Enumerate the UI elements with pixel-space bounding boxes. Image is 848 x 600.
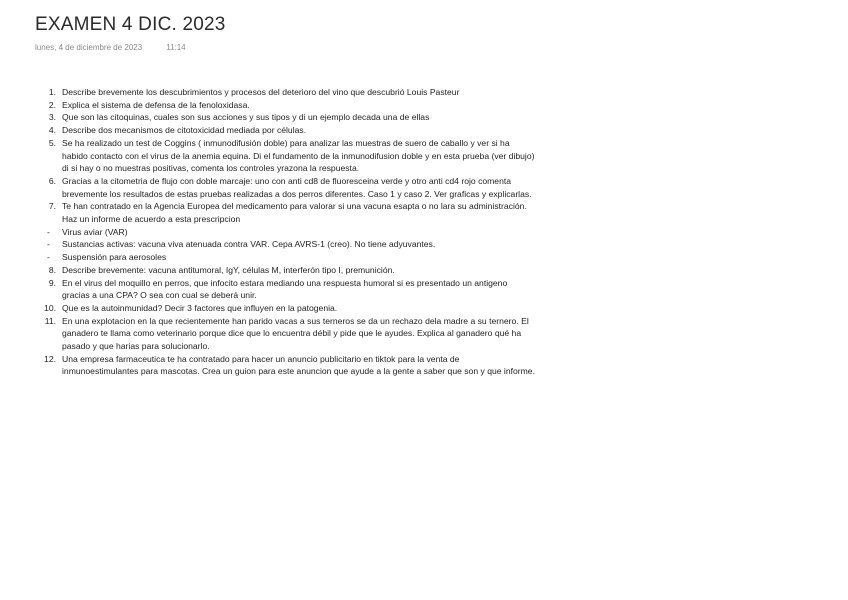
bullet-text: Suspensión para aerosoles [62,252,167,263]
bullet-marker: - [47,252,50,263]
question-item[interactable] [36,124,536,137]
question-text: Describe brevemente: vacuna antitumoral, IgY, células M, interferón tipo I, premunición. [62,264,395,275]
bullet-item[interactable] [36,226,536,239]
question-text: En una explotacion en la que recientemente han parido vacas a sus terneros se da un rechazo dela madre a su ternero. El ganadero te llama como veterinario porque dice que lo encuentra débil y pide que le ayudes. Explica al ganadero qué ha pasado y que harias para solucionarlo. [62,315,529,352]
question-item[interactable] [36,111,536,124]
question-item[interactable] [36,175,536,200]
question-number: 6. [48,175,56,186]
question-number: 4. [48,125,56,136]
question-text: En el virus del moquillo en perros, que infocito estara mediando una respuesta humoral si es presentado un antigeno gracias a una CPA? O sea con cual se deberá unir. [62,277,508,301]
question-number: 1. [48,87,56,97]
question-number: 7. [48,201,56,212]
question-text: Gracias a la citometria de flujo con doble marcaje: uno con anti cd8 de fluoresceina verde y otro anti cd4 rojo comenta brevemente los resultados de estas pruebas realizadas a dos perros diferentes. Caso 1 y caso 2. Ver graficas y explicarlas. [62,175,532,199]
question-text: Una empresa farmaceutica te ha contratado para hacer un anuncio publicitario en tiktok para la venta de inmunoestimulantes para mascotas. Crea un guion para este anuncion que ayude a la gente a saber que son y que informe. [62,353,535,377]
question-item[interactable] [36,302,536,315]
question-number: 3. [48,112,56,123]
page-date: lunes, 4 de diciembre de 2023 [35,43,143,52]
question-number: 8. [48,264,56,275]
bullet-marker: - [47,239,50,250]
question-item[interactable] [36,277,536,302]
bullet-text: Virus aviar (VAR) [62,226,128,237]
question-text: Que es la autoinmunidad? Decir 3 factores que influyen en la patogenia. [62,302,338,313]
question-number: 10. [44,302,56,313]
bullet-item[interactable] [36,251,536,264]
question-list[interactable] [36,86,536,378]
question-number: 12. [44,353,56,364]
question-text: Explica el sistema de defensa de la fenoloxidasa. [62,99,250,110]
question-item[interactable] [36,315,536,353]
question-item[interactable] [36,137,536,175]
question-item[interactable] [36,200,536,225]
question-number: 11. [44,315,56,326]
page-time: 11:14 [166,43,186,52]
question-number: 9. [48,277,56,288]
question-item[interactable] [36,353,536,378]
page-metadata [35,43,186,52]
page-title[interactable]: EXAMEN 4 DIC. 2023 [35,14,226,35]
question-number: 2. [48,99,56,110]
question-text: Describe brevemente los descubrimientos y procesos del deterioro del vino que descubrió Louis Pasteur [62,87,460,97]
question-text: Que son las citoquinas, cuales son sus acciones y sus tipos y di un ejemplo decada una de ellas [62,112,430,123]
bullet-text: Sustancias activas: vacuna viva atenuada contra VAR. Cepa AVRS-1 (creo). No tiene adyuvantes. [62,239,436,250]
bullet-marker: - [47,226,50,237]
question-text: Se ha realizado un test de Coggins ( inmunodifusión doble) para analizar las muestras de suero de caballo y ver si ha habido contacto con el virus de la anemia equina. Di el fundamento de la inmunodifusion doble y en esta prueba (ver dibujo) di si hay o no muestras positivas, comenta los controles yrazona la respuesta. [62,137,535,174]
question-item[interactable] [36,86,536,99]
bullet-item[interactable] [36,238,536,251]
question-text: Te han contratado en la Agencia Europea del medicamento para valorar si una vacuna esapta o no lara su administración. Haz un informe de acuerdo a esta prescripcion [62,201,527,225]
question-text: Describe dos mecanismos de citotoxicidad mediada por células. [62,125,307,136]
question-item[interactable] [36,99,536,112]
question-number: 5. [48,137,56,148]
question-item[interactable] [36,264,536,277]
